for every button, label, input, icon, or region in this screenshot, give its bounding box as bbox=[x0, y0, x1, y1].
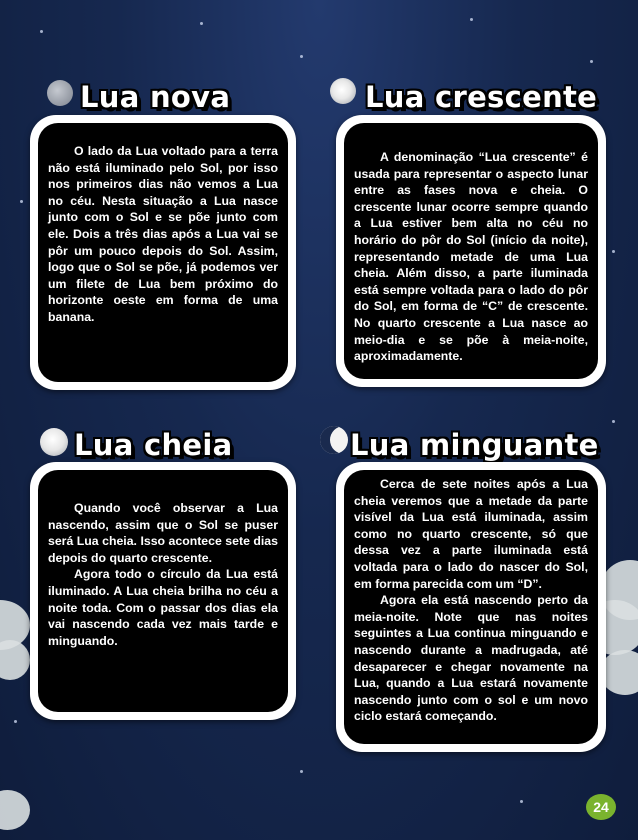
new-moon-icon bbox=[47, 80, 73, 106]
card-paragraph: A denominação “Lua crescente” é usada para representar o aspecto lunar entre as fases nova e cheia. O crescente lunar ocorre sempre quando a Lua estiver bem alta no céu no horário do pôr do Sol (início da noite), representando metade de uma Lua cheia. Além disso, a parte iluminada está sempre voltada para o lado do pôr do Sol, em forma de “C” de crescente. No quarto crescente a Lua nasce ao meio-dia e se põe à meia-noite, aproximadamente. bbox=[354, 150, 588, 364]
section-title: Lua cheia bbox=[74, 428, 233, 462]
section-title: Lua nova bbox=[80, 80, 231, 114]
waning-moon-icon bbox=[320, 426, 348, 454]
text-card bbox=[336, 115, 606, 387]
text-card bbox=[30, 462, 296, 720]
card-paragraph: Agora todo o círculo da Lua está iluminado. A Lua cheia brilha no céu a noite toda. Com o passar dos dias ela vai nascendo cada vez mais tarde e minguando. bbox=[48, 567, 278, 648]
card-paragraph: Quando você observar a Lua nascendo, assim que o Sol se puser será Lua cheia. Isso acontece sete dias depois do quarto crescente. bbox=[48, 501, 278, 565]
full-moon-icon bbox=[40, 428, 68, 456]
section-title: Lua minguante bbox=[350, 428, 599, 462]
card-paragraph: Agora ela está nascendo perto da meia-noite. Note que nas noites seguintes a Lua continua minguando e nascendo durante a madrugada, até desaparecer e chegar novamente na Lua, quando a Lua estará novamente nascendo junto com o sol e um novo ciclo estará começando. bbox=[354, 593, 588, 724]
card-paragraph: Cerca de sete noites após a Lua cheia veremos que a metade da parte visível da Lua está iluminada, assim como no quarto crescente, só que dessa vez a parte iluminada está voltada para o lado do nascer do Sol, em forma parecida com um “D”. bbox=[354, 477, 588, 591]
page-number: 24 bbox=[586, 794, 616, 820]
card-paragraph: O lado da Lua voltado para a terra não está iluminado pelo Sol, por isso nos primeiros dias não vemos a Lua no céu. Nesta situação a Lua nasce junto com o Sol e se põe junto com ele. Dois a três dias após a Lua vai se pôr um pouco depois do Sol. Assim, logo que o Sol se põe, já podemos ver um filete de Lua bem próximo do horizonte oeste em forma de uma banana. bbox=[48, 144, 278, 324]
text-card bbox=[30, 115, 296, 390]
text-card bbox=[336, 462, 606, 752]
section-title: Lua crescente bbox=[365, 80, 598, 114]
crescent-moon-icon bbox=[330, 78, 356, 104]
